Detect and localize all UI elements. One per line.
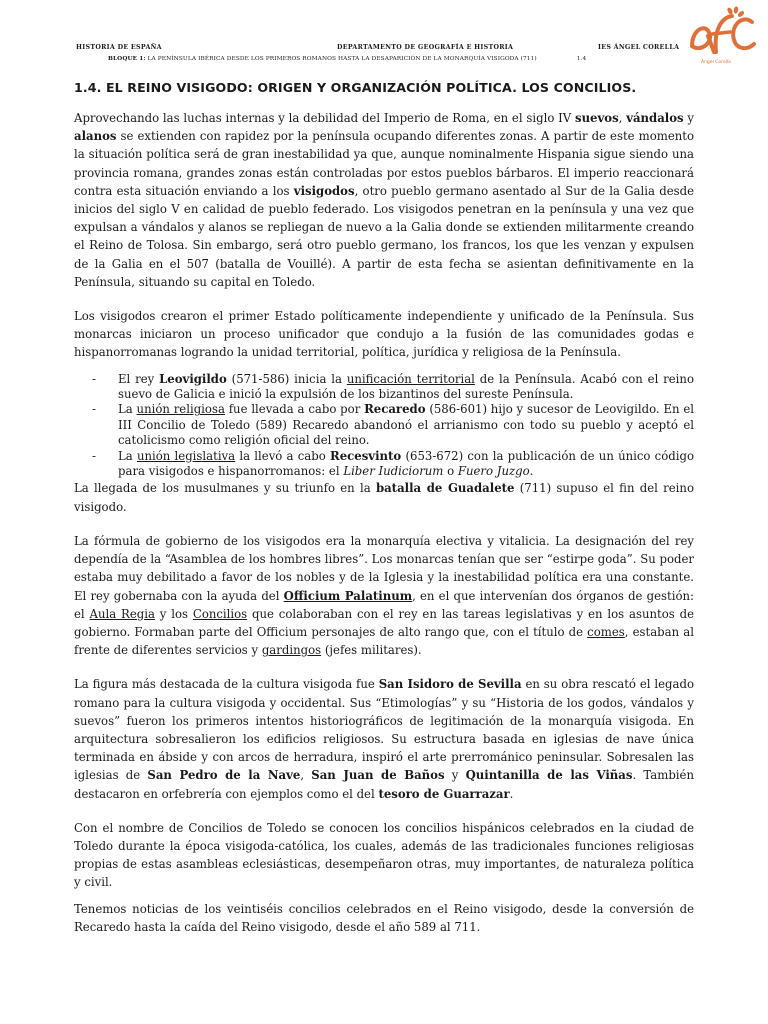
paragraph-government: La fórmula de gobierno de los visigodos era la monarquía electiva y vitalicia. La designación del rey dependía de la “Asamblea de los hombres libres”. Los monarcas tenían que ser “estirpe goda”. Su poder estaba muy debilitado a favor de los nobles y de la Iglesia y la inestabilidad política era una constante. El rey gobernaba con la ayuda del Officium Palatinum, en el que intervenían dos órganos de gestión: el Aula Regia y los Concilios que colaboraban con el rey en las tareas legislativas y en los asuntos de gobierno. Formaban parte del Officium personajes de alto rango que, con el título de comes, estaban al frente de diferentes servicios y gardingos (jefes militares). <box>74 533 695 658</box>
paragraph-culture: La figura más destacada de la cultura visigoda fue San Isidoro de Sevilla en su obra rescató el legado romano para la cultura visigoda y occidental. Sus “Etimologías” y su “Historia de los godos, vándalos y suevos” fueron los primeros intentos historiográficos de legitimación de la monarquía visigoda. En arquitectura sobresalieron los edificios religiosos. Su estructura basada en iglesias de nave única terminada en ábside y con arcos de herradura, inspiró el arte prerrománico peninsular. Sobresalen las iglesias de San Pedro de la Nave, San Juan de Baños y Quintanilla de las Viñas. También destacaron en orfebrería con ejemplos como el del tesoro de Guarrazar. <box>74 677 695 801</box>
logo-caption: Ángel Corella <box>701 60 731 65</box>
header-school: IES ÁNGEL CORELLA <box>598 44 680 51</box>
paragraph-unification: Los visigodos crearon el primer Estado políticamente independiente y unificado de la Península. Sus monarcas iniciaron un proceso unificador que condujo a la fusión de las comunidades godas e hispanorromanas logrando la unidad territorial, política, jurídica y religiosa de la Península. <box>74 309 694 360</box>
list-item-legislativa: - La unión legislativa la llevó a cabo Recesvinto (653-672) con la publicación de un único código para visigodos e hispanorromanos: el Liber Iudiciorum o Fuero Juzgo. <box>92 448 695 479</box>
list-item-religiosa: - La unión religiosa fue llevada a cabo por Recaredo (586-601) hijo y sucesor de Leovigildo. En el III Concilio de Toledo (589) Recaredo abandonó el arrianismo con todo su pueblo y aceptó el catolicismo como religión oficial del reino. <box>92 402 694 448</box>
paragraph-origin: Aprovechando las luchas internas y la debilidad del Imperio de Roma, en el siglo IV suevos, vándalos y alanos se extienden con rapidez por la península ocupando diferentes zonas. A partir de este momento la situación política será de gran inestabilidad ya que, aunque nominalmente Hispania sigue siendo una provincia romana, grandes zonas están controladas por estos pueblos bárbaros. El imperio reaccionará contra esta situación enviando a los visigodos, otro pueblo germano asentado al Sur de la Galia desde inicios del siglo V en calidad de pueblo federado. Los visigodos penetran en la península y una vez que expulsan a vándalos y alanos se repliegan de nuevo a la Galia donde se extienden militarmente creando el Reino de Tolosa. Sin embargo, será otro pueblo germano, los francos, los que les venzan y expulsen de la Galia en el 507 (batalla de Vouillé). A partir de esta fecha se asientan definitivamente en la Península, situando su capital en Toledo. <box>74 111 695 289</box>
paragraph-concilios-count: Tenemos noticias de los veintiséis concilios celebrados en el Reino visigodo, desde la conversión de Recaredo hasta la caída del Reino visigodo, desde el año 589 al 711. <box>74 901 694 934</box>
unification-list <box>74 372 694 480</box>
header-block-line <box>108 56 586 62</box>
school-logo-icon <box>678 6 758 64</box>
page-ref: 1.4 <box>576 56 587 62</box>
document-body <box>74 80 694 952</box>
block-label: BLOQUE 1: <box>108 56 146 62</box>
header-subject: HISTORIA DE ESPAÑA <box>76 44 162 51</box>
list-item-territorial: - El rey Leovigildo (571-586) inicia la unificación territorial de la Península. Acabó con el reino suevo de Galicia e inició la expulsión de los bizantinos del sureste Península. <box>92 371 694 402</box>
section-title: 1.4. EL REINO VISIGODO: ORIGEN Y ORGANIZACIÓN POLÍTICA. LOS CONCILIOS. <box>74 80 637 95</box>
header-department: DEPARTAMENTO DE GEOGRAFÍA E HISTORIA <box>337 44 514 51</box>
paragraph-concilios: Con el nombre de Concilios de Toledo se conocen los concilios hispánicos celebrados en la ciudad de Toledo durante la época visigoda-católica, los cuales, además de las tradicionales funciones religiosas propias de estas asambleas eclesiásticas, desempeñaron otras, muy importantes, de naturaleza política y civil. <box>74 820 694 890</box>
block-text: LA PENÍNSULA IBÉRICA DESDE LOS PRIMEROS ROMANOS HASTA LA DESAPARICIÓN DE LA MONARQUÍA VISIGODA (711) <box>145 56 537 62</box>
paragraph-guadalete: La llegada de los musulmanes y su triunfo en la batalla de Guadalete (711) supuso el fin del reino visigodo. <box>74 481 694 514</box>
